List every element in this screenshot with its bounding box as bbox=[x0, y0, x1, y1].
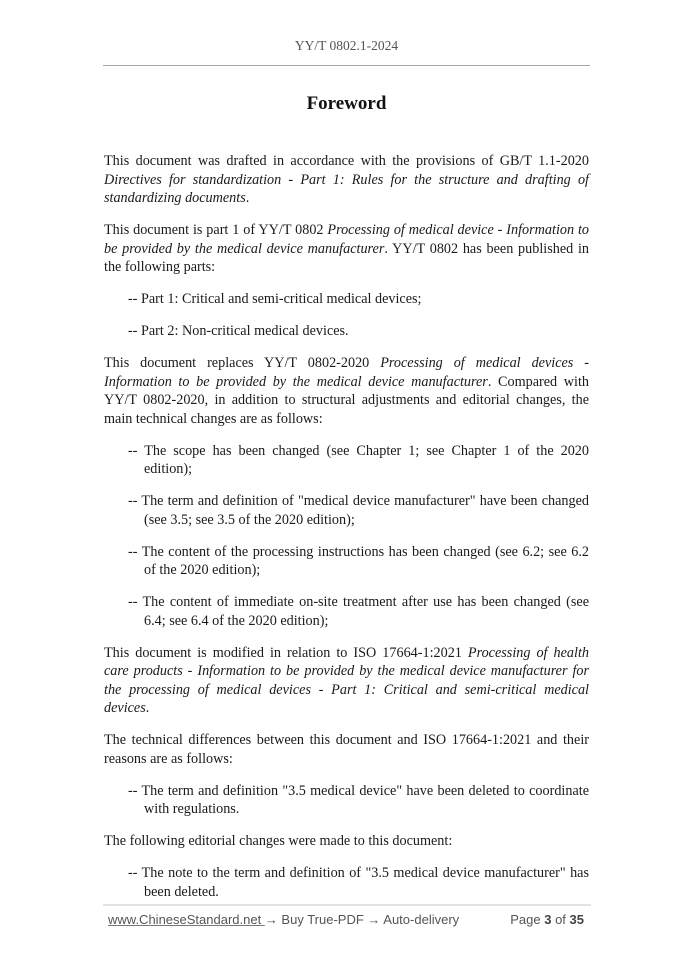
header-divider bbox=[103, 65, 590, 66]
arrow-right-icon: → bbox=[264, 912, 278, 927]
page-of-label: of bbox=[551, 912, 570, 927]
paragraph-series-parts bbox=[104, 221, 589, 277]
text: This document is modified in relation to ISO 17664-1:2021 bbox=[104, 644, 468, 661]
italic-reference: Processing of health care products - Information to be provided by the medical device manufacturer for the processing of medical devices - Part 1: Critical and semi-critical medical devices bbox=[104, 644, 589, 716]
paragraph-replaces bbox=[104, 354, 589, 428]
italic-reference: Processing of medical devices - Information to be provided by the medical device manufacturer bbox=[104, 355, 590, 390]
text: . Compared with YY/T 0802-2020, in addition to structural adjustments and editorial changes, the main technical changes are as follows: bbox=[104, 373, 589, 427]
list-item-change: -- The content of the processing instructions has been changed (see 6.2; see 6.2 of the 2020 edition); bbox=[128, 543, 589, 578]
text: . bbox=[245, 190, 250, 206]
text: . bbox=[145, 700, 150, 716]
italic-reference: Directives for standardization - Part 1: Rules for the structure and drafting of standardizing documents bbox=[104, 171, 589, 206]
page-number bbox=[510, 912, 584, 927]
list-item-difference: -- The term and definition "3.5 medical device" have been deleted to coordinate with regulations. bbox=[128, 782, 589, 817]
paragraph-drafting-rules bbox=[104, 152, 589, 208]
arrow-right-icon: → bbox=[367, 912, 381, 927]
list-item-change: -- The scope has been changed (see Chapter 1; see Chapter 1 of the 2020 edition); bbox=[128, 442, 589, 477]
text: This document is part 1 of YY/T 0802 bbox=[104, 222, 328, 238]
paragraph-iso-relation bbox=[104, 644, 589, 718]
list-item-change: -- The content of immediate on-site treatment after use has been changed (see 6.4; see 6.4 of the 2020 edition); bbox=[128, 594, 589, 629]
chinesestandard-link[interactable]: www.ChineseStandard.net bbox=[108, 912, 265, 927]
document-id-header: YY/T 0802.1-2024 bbox=[294, 38, 399, 53]
text: This document replaces YY/T 0802-2020 bbox=[104, 355, 381, 371]
current-page: 3 bbox=[544, 912, 552, 927]
paragraph-editorial-changes: The following editorial changes were made to this document: bbox=[104, 833, 453, 849]
text: . YY/T 0802 has been published in the following parts: bbox=[104, 240, 589, 275]
page-label: Page bbox=[510, 912, 545, 927]
list-item-part-1: -- Part 1: Critical and semi-critical medical devices; bbox=[128, 291, 422, 307]
foreword-body bbox=[104, 152, 589, 915]
footer-promo bbox=[108, 912, 459, 927]
page-footer bbox=[108, 912, 588, 930]
list-item-part-2: -- Part 2: Non-critical medical devices. bbox=[128, 323, 349, 339]
paragraph-technical-differences: The technical differences between this document and ISO 17664-1:2021 and their reasons are as follows: bbox=[104, 732, 589, 767]
buy-pdf-text: Buy True-PDF bbox=[277, 912, 368, 927]
auto-delivery-text: Auto-delivery bbox=[380, 912, 460, 927]
page-title: Foreword bbox=[306, 93, 387, 114]
text: This document was drafted in accordance with the provisions of GB/T 1.1-2020 bbox=[104, 153, 589, 169]
list-item-change: -- The term and definition of "medical device manufacturer" have been changed (see 3.5; see 3.5 of the 2020 edition); bbox=[128, 493, 589, 528]
italic-reference: Processing of medical device - Information to be provided by the medical device manufacturer bbox=[104, 222, 589, 257]
total-pages: 35 bbox=[569, 912, 584, 927]
list-item-editorial: -- The note to the term and definition of "3.5 medical device manufacturer" has been deleted. bbox=[128, 865, 589, 900]
footer-divider bbox=[103, 904, 591, 906]
